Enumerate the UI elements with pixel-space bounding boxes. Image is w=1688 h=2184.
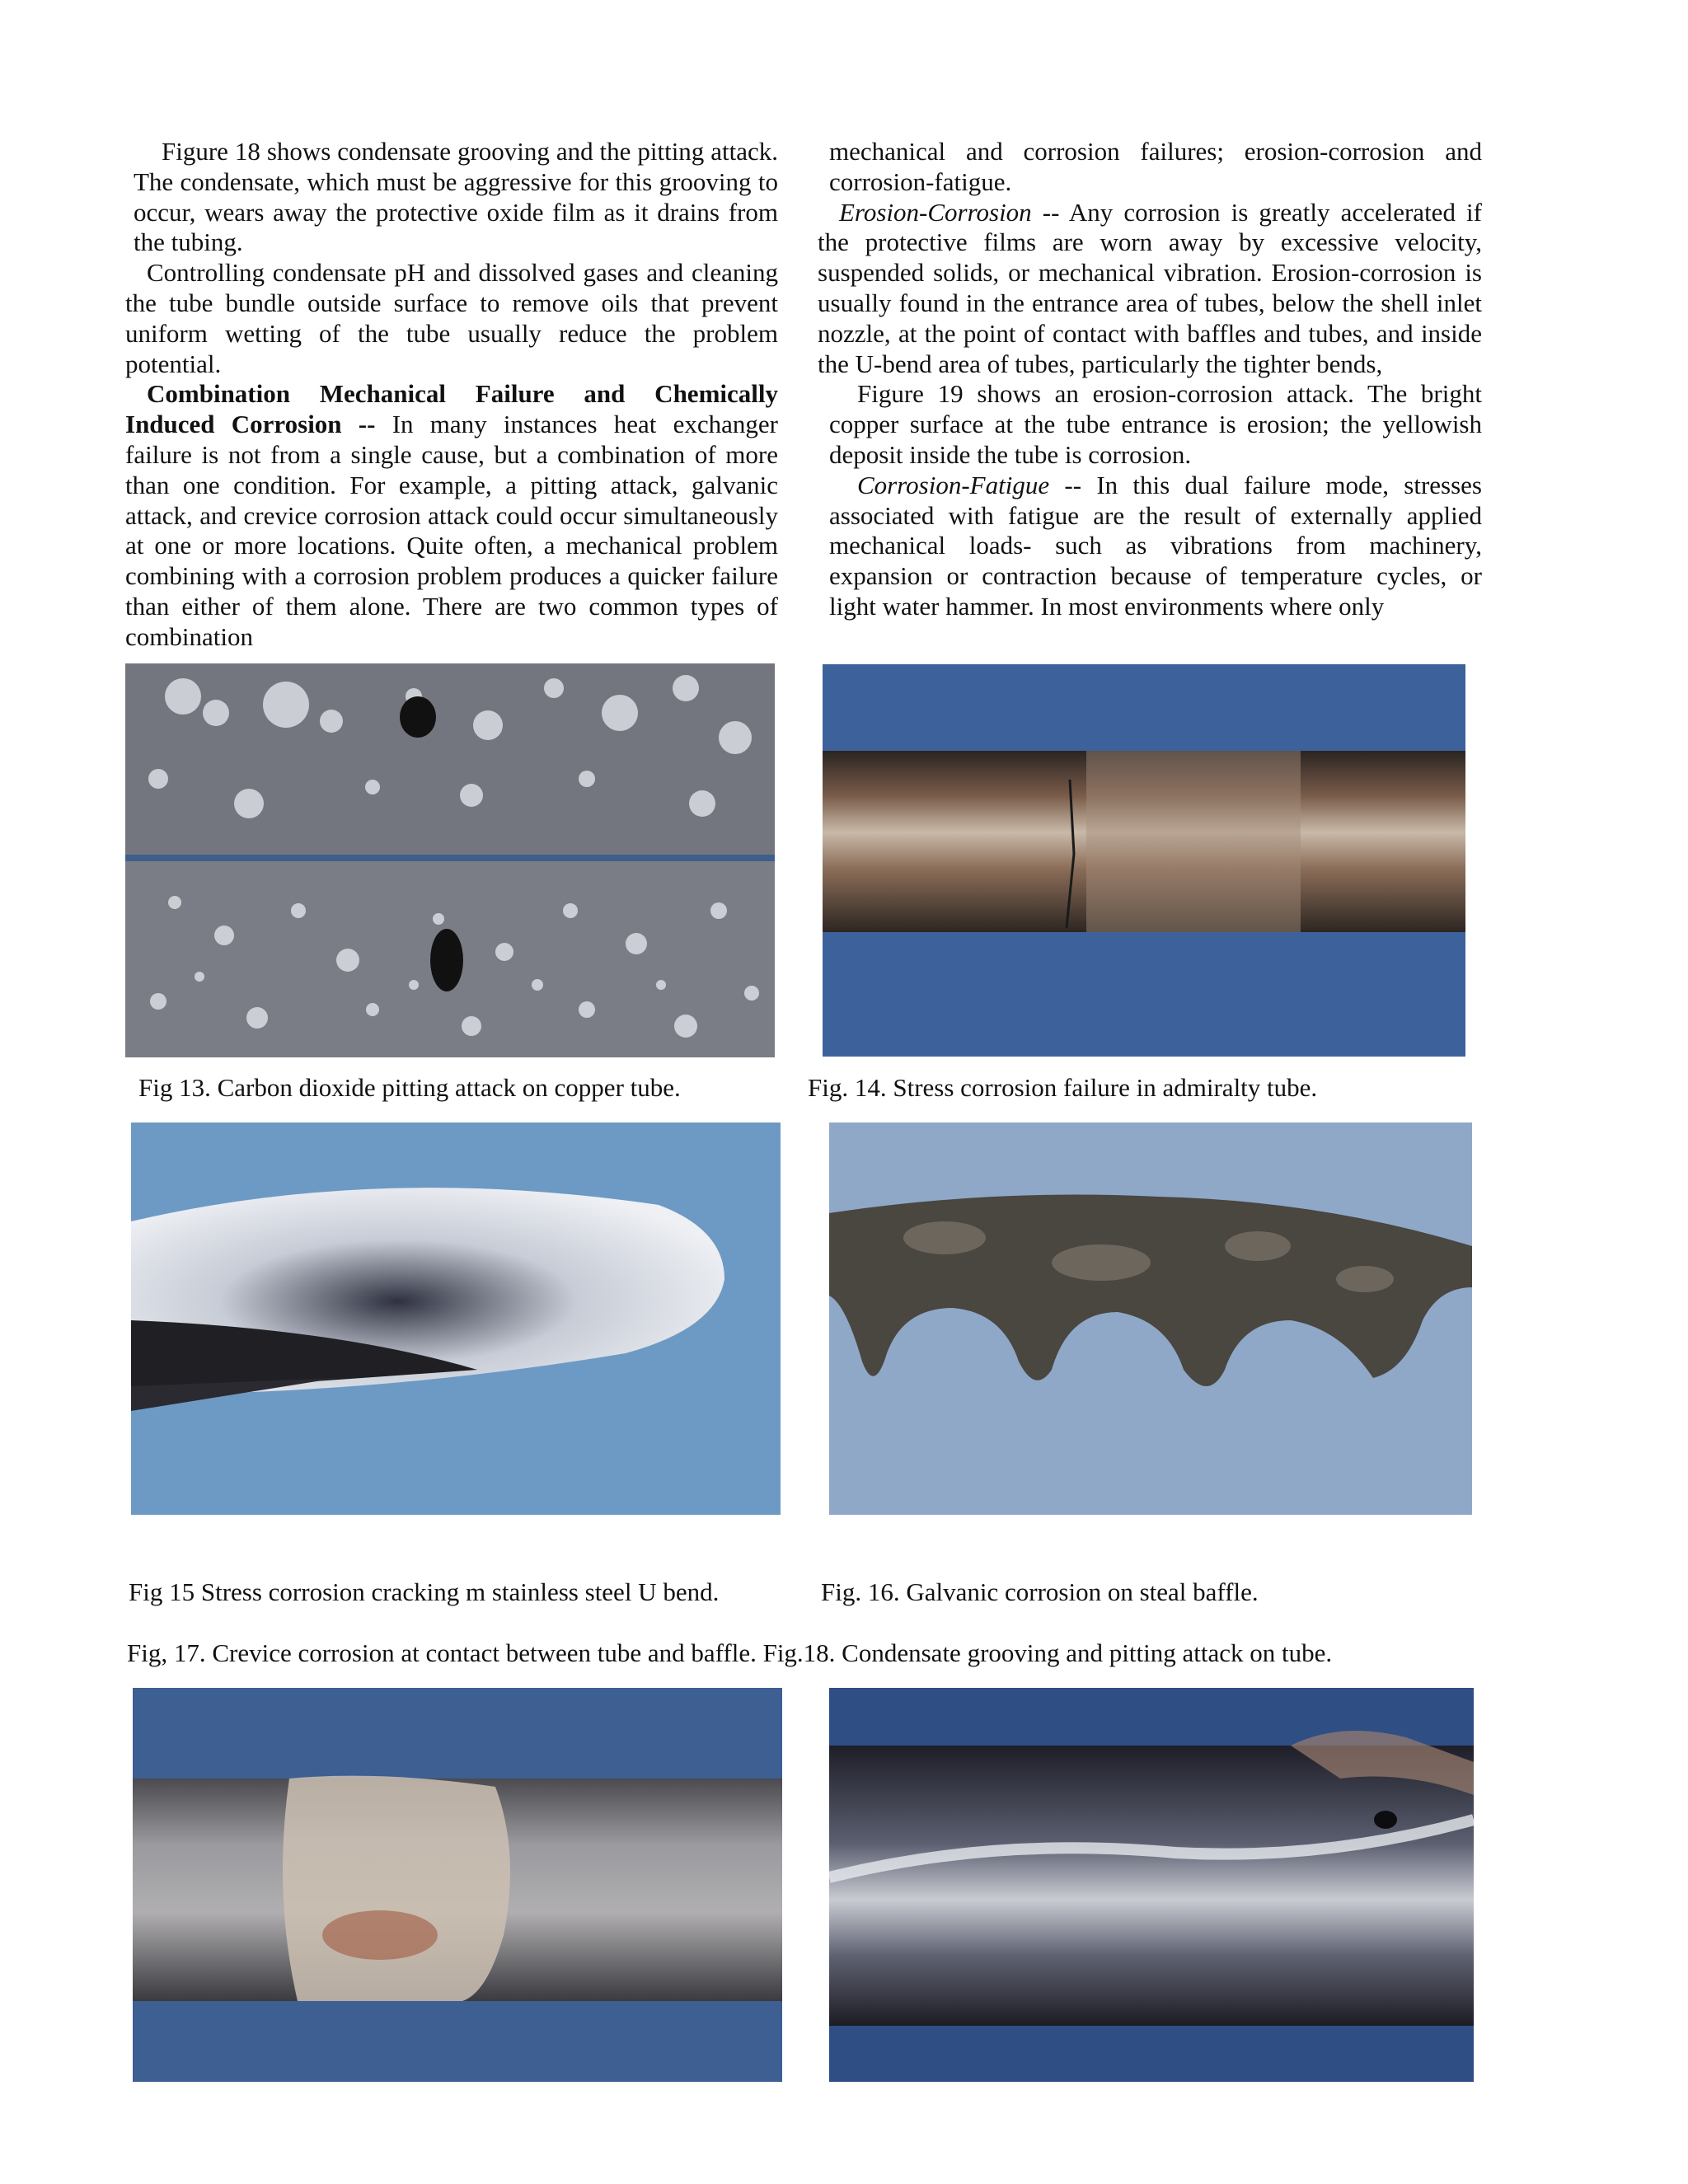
- paragraph-combination-types: mechanical and corrosion failures; erosion-corrosion and corrosion-fatigue.: [829, 137, 1482, 196]
- fig15-caption: Fig 15 Stress corrosion cracking m stainless steel U bend.: [129, 1577, 720, 1606]
- erosion-corrosion-body: -- Any corrosion is greatly accelerated if the protective films are worn away by excessive velocity, suspended solids, or mechanical vibration. Erosion-corrosion is usually found in the entrance area of tubes, below the shell inlet nozzle, at the point of contact with baffles and tubes, and inside the U-bend area of tubes, particularly the tighter bends,: [818, 197, 1482, 378]
- fig16-photo: [829, 1122, 1472, 1515]
- heading-combination-failure: Combination Mechanical Failure and Chemically Induced Corrosion --: [125, 379, 778, 439]
- paragraph-figure-19: Figure 19 shows an erosion-corrosion attack. The bright copper surface at the tube entrance is erosion; the yellowish deposit inside the tube is corrosion.: [829, 379, 1482, 469]
- fig15-photo: [131, 1122, 781, 1515]
- heading-corrosion-fatigue: Corrosion-Fatigue: [857, 470, 1050, 499]
- fig13-photo: [125, 663, 775, 1057]
- fig14-photo: [823, 664, 1465, 1057]
- combination-failure-body: In many instances heat exchanger failure is not from a single cause, but a combination of more than one condition. For example, a pitting attack, galvanic attack, and crevice corrosion attack could occur simultaneously at one or more locations. Quite often, a mechanical problem combining with a corrosion problem produces a quicker failure than either of them alone. There are two common types of combination: [125, 410, 778, 651]
- fig18-photo: [829, 1688, 1474, 2082]
- fig16-caption: Fig. 16. Galvanic corrosion on steal baffle.: [821, 1577, 1259, 1606]
- corrosion-fatigue-body: -- In this dual failure mode, stresses associated with fatigue are the result of externally applied mechanical loads- such as vibrations from machinery, expansion or contraction because of temperature cycles, or light water hammer. In most environments where only: [829, 470, 1482, 621]
- paragraph-combination-failure: [125, 379, 778, 652]
- fig17-photo: [133, 1688, 782, 2082]
- fig13-caption: Fig 13. Carbon dioxide pitting attack on copper tube.: [138, 1073, 681, 1102]
- paragraph-condensate-control: Controlling condensate pH and dissolved gases and cleaning the tube bundle outside surface to remove oils that prevent uniform wetting of the tube usually reduce the problem potential.: [125, 258, 778, 378]
- fig17-18-caption: Fig, 17. Crevice corrosion at contact between tube and baffle. Fig.18. Condensate grooving and pitting attack on tube.: [127, 1638, 1333, 1667]
- paragraph-figure-18-intro: Figure 18 shows condensate grooving and the pitting attack. The condensate, which must be aggressive for this grooving to occur, wears away the protective oxide film as it drains from the tubing.: [134, 137, 778, 257]
- heading-erosion-corrosion: Erosion-Corrosion: [839, 197, 1032, 227]
- paragraph-erosion-corrosion: [818, 198, 1482, 380]
- left-text-column: [125, 137, 778, 653]
- fig14-caption: Fig. 14. Stress corrosion failure in admiralty tube.: [808, 1073, 1318, 1102]
- paragraph-corrosion-fatigue: [829, 471, 1482, 622]
- right-text-column: [818, 137, 1482, 622]
